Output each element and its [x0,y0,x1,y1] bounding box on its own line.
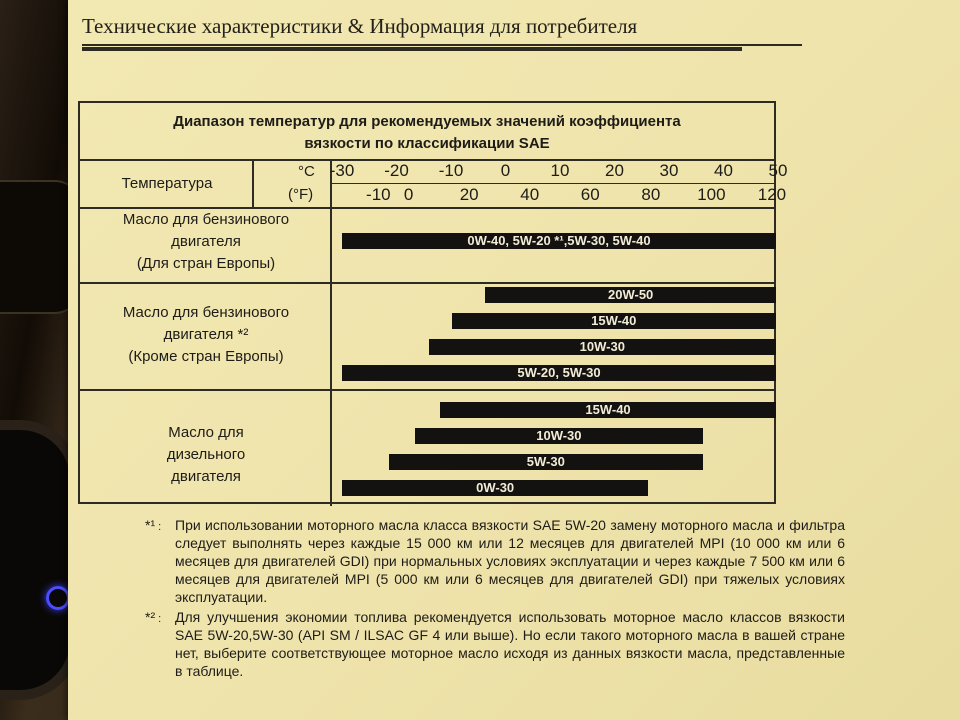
celsius-tick: 10 [550,161,570,180]
footnotes [145,516,845,682]
table-rule [330,183,776,184]
fahrenheit-tick: -10 [366,185,391,204]
viscosity-bar-label: 0W-30 [476,480,515,495]
viscosity-bar [429,339,776,355]
fahrenheit-tick: 120 [757,185,787,204]
viscosity-bar-label: 15W-40 [585,402,631,417]
section-label-line: (Для стран Европы) [136,255,276,272]
viscosity-bar [342,365,776,381]
table-title [80,111,774,155]
section-label-gasoline-non-europe [82,302,330,368]
table-title-line-2: вязкости по классификации SAE [304,135,550,152]
footnote-2 [145,608,845,680]
viscosity-bar [389,454,703,470]
viscosity-bar [415,428,703,444]
viscosity-bar-label: 5W-30 [526,454,565,469]
unit-celsius: °C [298,163,315,180]
section-label-line: Масло для [168,424,244,441]
viscosity-bar [485,287,776,303]
footnote-2-mark: *² : [145,609,162,625]
section-label-line: двигателя *² [163,326,249,343]
fahrenheit-tick: 100 [697,185,726,204]
viscosity-table [78,101,788,504]
footnote-1 [145,516,845,606]
footnote-1-mark: *¹ : [145,517,162,533]
blue-indicator-light [46,586,70,610]
viscosity-bar [452,313,776,329]
fahrenheit-tick: 40 [520,185,540,204]
page-header [82,14,802,46]
table-rule [80,389,774,391]
celsius-tick: 0 [500,161,511,180]
viscosity-bar-label: 20W-50 [608,287,654,302]
fahrenheit-tick: 80 [641,185,661,204]
footnote-2-text: Для улучшения экономии топлива рекомендуется использовать моторное масло классов вязкости SAE 5W-20,5W-30 (API SM / ILSAC GF 4 или выше). Но если такого моторного масла в вашей стране нет, выберите соответствующее моторное масло исходя из данных вязкости масла, представленные в таблице. [175,609,845,679]
unit-fahrenheit: (°F) [288,186,314,203]
celsius-tick: -30 [329,161,355,180]
section-label-line: двигателя [171,233,241,250]
fahrenheit-tick: 60 [580,185,600,204]
viscosity-bar-label: 5W-20, 5W-30 [517,365,601,380]
celsius-tick: 50 [768,161,788,180]
header-rule-thick [82,47,742,51]
celsius-tick: -20 [384,161,409,180]
section-label-gasoline-europe [82,209,330,275]
section-label-line: двигателя [171,468,241,485]
temperature-label: Температура [121,175,213,192]
viscosity-bar-label: 10W-30 [536,428,582,443]
celsius-tick: -10 [438,161,464,180]
footnote-1-text: При использовании моторного масла класса вязкости SAE 5W-20 замену моторного масла и фильтра следует выполнять через каждые 15 000 км или 12 месяцев для двигателей MPI (10 000 км или 6 месяцев для двигателей GDI) при нормальных условиях эксплуатации и через каждые 7 500 км или 6 месяцев для двигателей MPI (5 000 км или 6 месяцев для двигателей GDI) при тяжелых условиях эксплуатации. [175,517,845,605]
header-rule [82,44,802,46]
page-title: Технические характеристики & Информация для потребителя [82,14,638,38]
fahrenheit-tick: 0 [403,185,414,204]
celsius-tick: 30 [659,161,679,180]
table-title-line-1: Диапазон температур для рекомендуемых значений коэффициента [173,113,681,130]
section-label-line: дизельного [166,446,246,463]
fahrenheit-tick: 20 [459,185,479,204]
viscosity-bar-label: 15W-40 [591,313,637,328]
viscosity-bar-label: 10W-30 [579,339,625,354]
viscosity-bar-label: 0W-40, 5W-20 *¹,5W-30, 5W-40 [467,233,651,248]
viscosity-bar [440,402,776,418]
viscosity-bar [342,233,776,249]
section-label-diesel [82,422,330,488]
section-label-line: Масло для бензинового [122,304,290,321]
table-rule [330,159,332,506]
celsius-tick: 40 [714,161,733,180]
table-rule [80,282,774,284]
celsius-tick: 20 [605,161,624,180]
section-label-line: (Кроме стран Европы) [128,348,284,365]
table-rule [252,159,254,208]
viscosity-bar [342,480,648,496]
section-label-line: Масло для бензинового [122,211,290,228]
